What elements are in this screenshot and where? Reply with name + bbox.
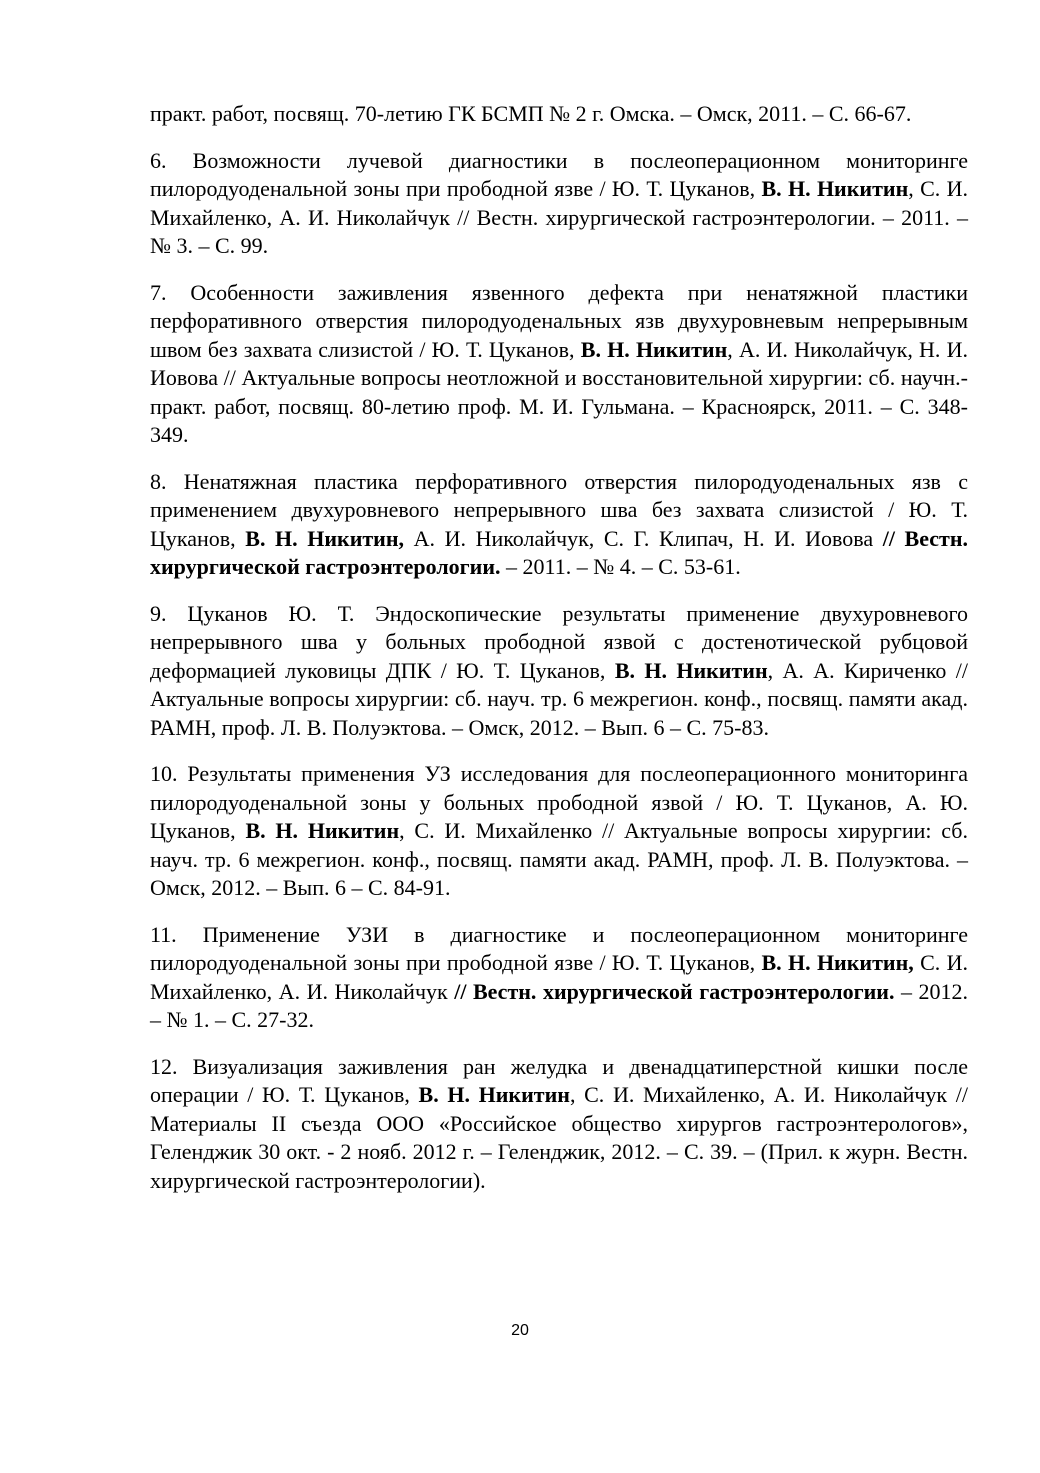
page-number: 20: [511, 1322, 529, 1339]
bibliography-entry: [150, 100, 968, 129]
bibliography-entry: [150, 760, 968, 903]
bibliography-entry: [150, 600, 968, 743]
entry-text: С. И. Михайленко, А. И. Николайчук: [150, 950, 969, 1004]
entry-text: 10. Результаты применения УЗ исследования для послеоперационного мониторинга пилородуоденальной зоны у больных прободной язвой / Ю. Т. Цуканов, А. Ю. Цуканов,: [150, 761, 968, 843]
entry-text: , А. А. Кириченко // Актуальные вопросы хирургии: сб. науч. тр. 6 межрегион. конф., посвящ. памяти акад. РАМН, проф. Л. В. Полуэктова. – Омск, 2012. – Вып. 6 – С. 75-83.: [150, 657, 969, 740]
bibliography-list: [150, 100, 968, 1213]
entry-text: , А. И. Николайчук, Н. И. Иовова // Актуальные вопросы неотложной и восстановительной хирургии: сб. научн.-практ. работ, посвящ. 80-летию проф. М. И. Гульмана. – Красноярск, 2011. – С. 348-349.: [150, 336, 968, 447]
author-highlight: В. Н. Никитин: [580, 336, 728, 362]
entry-text: практ. работ, посвящ. 70-летию ГК БСМП № 2 г. Омска. – Омск, 2011. – С. 66-67.: [150, 101, 912, 126]
entry-text: , С. И. Михайленко, А. И. Николайчук // Материалы II съезда ООО «Российское общество хирургов гастроэнтерологов», Геленджик 30 окт. - 2 нояб. 2012 г. – Геленджик, 2012. – С. 39. – (Прил. к журн. Вестн. хирургической гастроэнтерологии).: [150, 1082, 968, 1193]
bibliography-entry: [150, 147, 968, 261]
author-highlight: В. Н. Никитин: [614, 657, 768, 683]
bibliography-entry: [150, 468, 968, 582]
entry-text: 12. Визуализация заживления ран желудка и двенадцатиперстной кишки после операции / Ю. Т. Цуканов,: [150, 1053, 968, 1107]
entry-text: 9. Цуканов Ю. Т. Эндоскопические результаты применение двухуровневого непрерывного шва у больных прободной язвой с достенотической рубцовой деформацией луковицы ДПК / Ю. Т. Цуканов,: [150, 600, 968, 683]
entry-text: А. И. Николайчук, С. Г. Клипач, Н. И. Иовова: [404, 525, 883, 551]
author-highlight: В. Н. Никитин: [418, 1082, 570, 1107]
author-highlight: // Вестн. хирургической гастроэнтерологии.: [150, 525, 969, 579]
entry-text: – 2011. – № 4. – С. 53-61.: [500, 554, 741, 579]
entry-text: – 2012. – № 1. – С. 27-32.: [150, 978, 968, 1032]
author-highlight: // Вестн. хирургической гастроэнтерологии.: [454, 978, 895, 1004]
entry-text: 7. Особенности заживления язвенного дефекта при ненатяжной пластики перфоративного отверстия пилородуоденальных язв двухуровневым непрерывным швом без захвата слизистой / Ю. Т. Цуканов,: [150, 279, 968, 362]
entry-text: 6. Возможности лучевой диагностики в послеоперационном мониторинге пилородуоденальной зоны при прободной язве / Ю. Т. Цуканов,: [150, 147, 968, 201]
entry-text: , С. И. Михайленко // Актуальные вопросы хирургии: сб. науч. тр. 6 межрегион. конф., посвящ. памяти акад. РАМН, проф. Л. В. Полуэктова. – Омск, 2012. – Вып. 6 – С. 84-91.: [150, 818, 968, 900]
author-highlight: В. Н. Никитин,: [761, 950, 914, 975]
author-highlight: В. Н. Никитин: [761, 176, 909, 201]
author-highlight: В. Н. Никитин: [245, 818, 400, 843]
entry-text: 11. Применение УЗИ в диагностике и послеоперационном мониторинге пилородуоденальной зоны при прободной язве / Ю. Т. Цуканов,: [150, 921, 968, 975]
entry-text: 8. Ненатяжная пластика перфоративного отверстия пилородуоденальных язв с применением двухуровневого непрерывного шва без захвата слизистой / Ю. Т. Цуканов,: [150, 468, 968, 551]
entry-text: , С. И. Михайленко, А. И. Николайчук // Вестн. хирургической гастроэнтерологии. – 2011. – № 3. – С. 99.: [150, 176, 969, 258]
author-highlight: В. Н. Никитин,: [245, 525, 405, 551]
bibliography-entry: [150, 921, 968, 1035]
bibliography-entry: [150, 1053, 968, 1196]
bibliography-entry: [150, 279, 968, 450]
